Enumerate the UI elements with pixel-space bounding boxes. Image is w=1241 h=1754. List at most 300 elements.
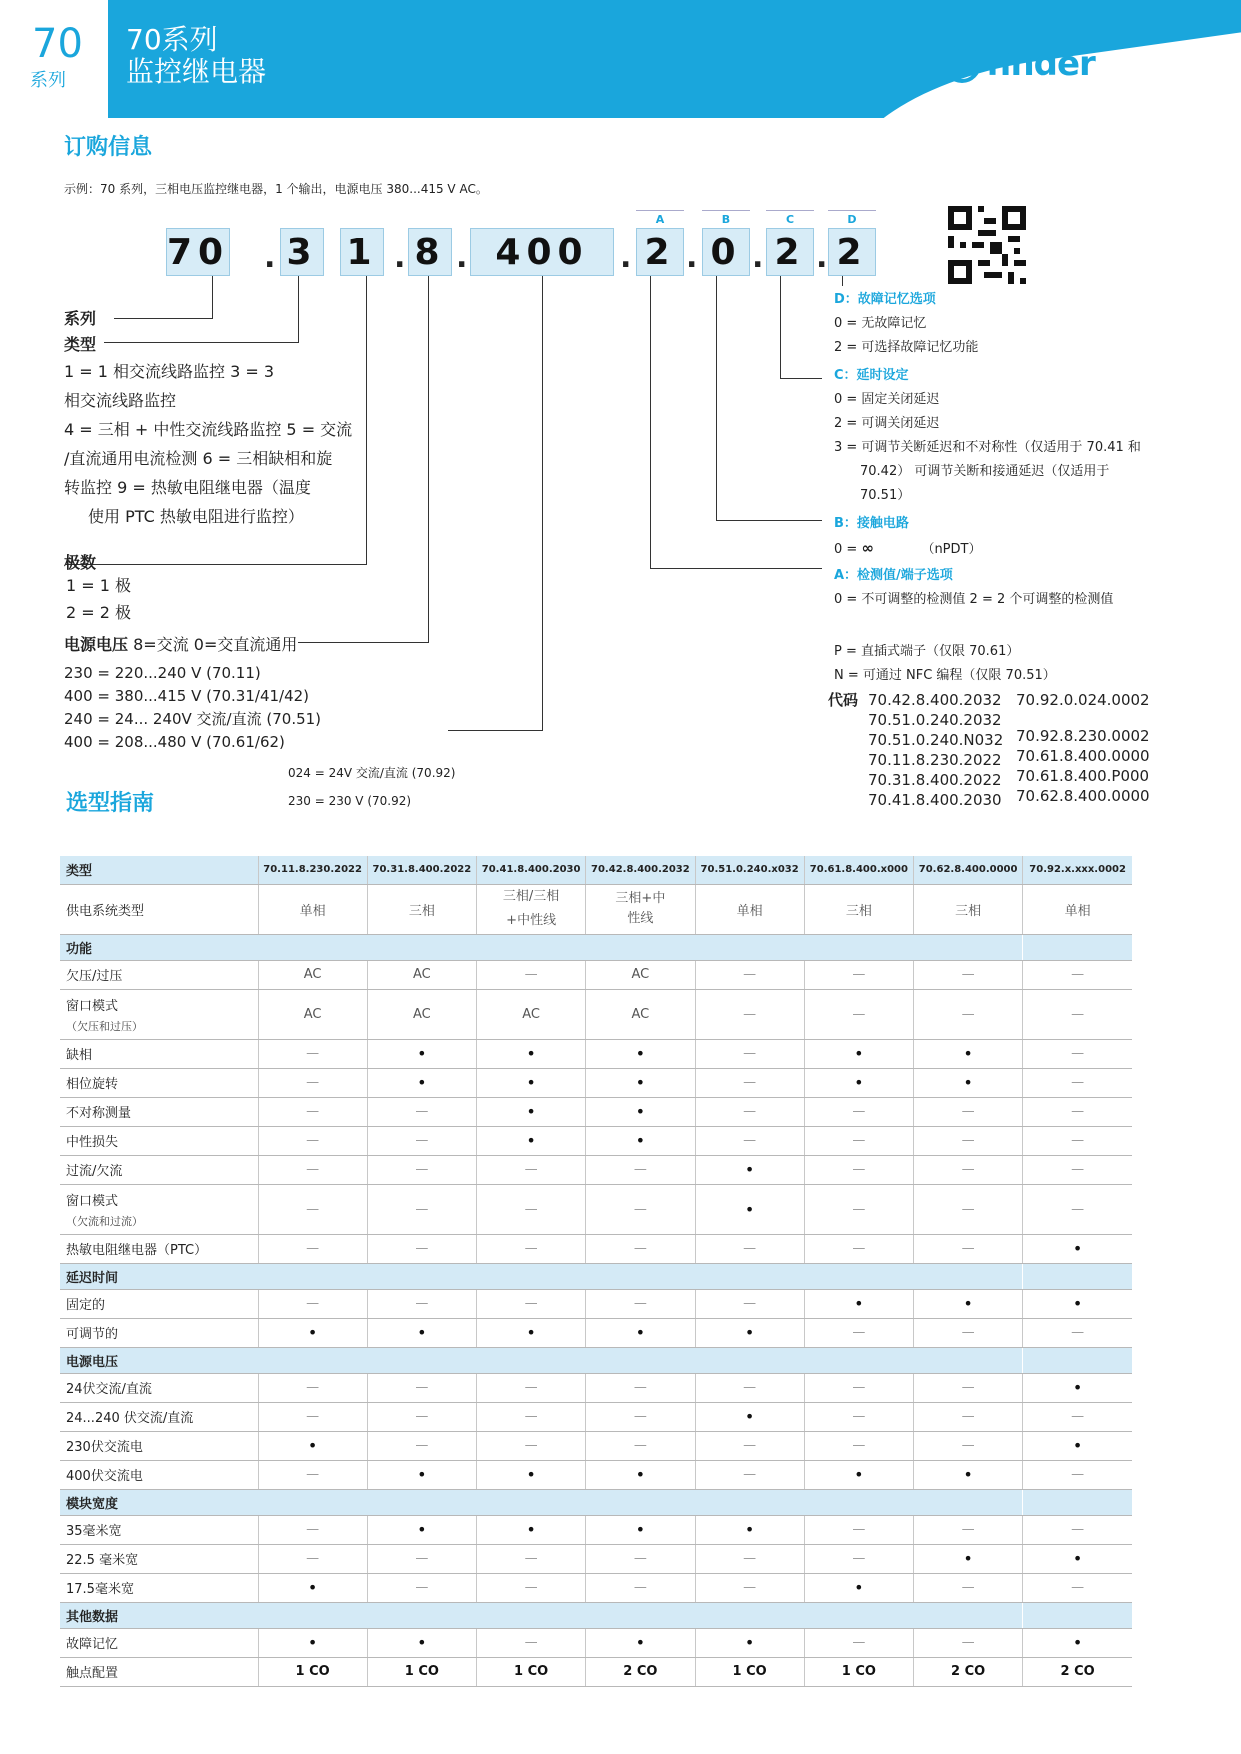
table-cell: — [914, 1184, 1023, 1234]
letter-b: B [702, 210, 750, 226]
poles-field-label: 极数 [64, 553, 97, 572]
table-cell: • [367, 1460, 476, 1489]
option-b-label: B：接触电路 [834, 516, 909, 531]
table-cell: — [804, 1126, 913, 1155]
table-cell: — [695, 1068, 804, 1097]
row-label-text: 窗口模式 [66, 1193, 119, 1209]
code-box-type: 3 [280, 228, 324, 276]
table-cell: • [586, 1318, 695, 1347]
table-cell: • [695, 1515, 804, 1544]
table-cell: — [804, 1431, 913, 1460]
table-cell: — [695, 1460, 804, 1489]
table-row [60, 960, 1132, 989]
table-cell: • [258, 1431, 367, 1460]
column-header: 70.41.8.400.2030 [477, 856, 586, 884]
table-cell: 三相/三相+中性线 [477, 884, 586, 934]
column-header: 70.62.8.400.0000 [914, 856, 1023, 884]
column-header: 70.42.8.400.2032 [586, 856, 695, 884]
table-cell: — [695, 989, 804, 1039]
table-cell: 1 CO [804, 1657, 913, 1686]
table-row [60, 989, 1132, 1039]
row-label [60, 1657, 258, 1686]
table-cell: • [367, 1039, 476, 1068]
option-a [834, 564, 1113, 612]
category-row [60, 1602, 1132, 1628]
row-label-text: 230伏交流电 [66, 1440, 143, 1455]
table-cell: 三相+中性线 [586, 884, 695, 934]
table-cell: • [258, 1628, 367, 1657]
table-row [60, 1402, 1132, 1431]
table-cell: • [586, 1097, 695, 1126]
table-cell: • [586, 1126, 695, 1155]
table-cell: • [695, 1628, 804, 1657]
code-item: 70.92.0.024.0002 [1016, 691, 1150, 709]
finder-logo [942, 44, 1095, 84]
table-cell: — [1023, 1068, 1132, 1097]
table-cell: — [695, 1373, 804, 1402]
row-label [60, 1515, 258, 1544]
table-cell: 1 CO [477, 1657, 586, 1686]
table-cell: • [804, 1068, 913, 1097]
row-label [60, 1184, 258, 1234]
table-cell: — [586, 1373, 695, 1402]
table-cell: — [586, 1184, 695, 1234]
table-cell: — [1023, 1097, 1132, 1126]
page-title: 监控继电器 [126, 55, 267, 88]
category-row [60, 1263, 1132, 1289]
table-cell: • [586, 1515, 695, 1544]
table-cell: — [1023, 960, 1132, 989]
option-b-item: 0 = [834, 542, 862, 557]
table-cell: — [804, 1155, 913, 1184]
table-cell: — [477, 1628, 586, 1657]
finder-logo-icon [942, 44, 982, 84]
table-cell: • [477, 1039, 586, 1068]
table-cell: — [1023, 1184, 1132, 1234]
column-header: 70.92.x.xxx.0002 [1023, 856, 1132, 884]
table-cell: • [367, 1068, 476, 1097]
option-d [834, 288, 978, 360]
table-cell: — [914, 1628, 1023, 1657]
table-cell: AC [586, 960, 695, 989]
table-cell: — [367, 1126, 476, 1155]
table-cell: • [367, 1318, 476, 1347]
table-cell: AC [367, 960, 476, 989]
option-c-item: 70.42） 可调节关断和接通延迟（仅适用于 [860, 464, 1110, 479]
letter-c: C [766, 210, 814, 226]
table-cell: — [804, 1544, 913, 1573]
code-item: 70.61.8.400.0000 [1016, 747, 1150, 765]
supply-option: 400 = 380...415 V (70.31/41/42) [64, 687, 310, 705]
table-cell: — [914, 1402, 1023, 1431]
table-cell: — [367, 1544, 476, 1573]
code-item: 70.51.0.240.2032 [868, 711, 1002, 729]
option-a-item: 0 = 不可调整的检测值 2 = 2 个可调整的检测值 [834, 592, 1114, 607]
table-cell: — [258, 1544, 367, 1573]
type-option: 1 = 1 相交流线路监控 3 = 3 [64, 362, 275, 381]
code-item: 70.51.0.240.N032 [868, 731, 1004, 749]
logo-text: finder [986, 44, 1095, 84]
table-cell: — [258, 1039, 367, 1068]
code-box-c: 2 [766, 228, 814, 276]
category-row [60, 934, 1132, 960]
table-row [60, 1039, 1132, 1068]
row-label [60, 1234, 258, 1263]
column-header: 70.31.8.400.2022 [367, 856, 476, 884]
supply-extra-24: 024 = 24V 交流/直流 (70.92) [288, 766, 456, 780]
row-label [60, 1431, 258, 1460]
table-cell: — [1023, 1155, 1132, 1184]
table-cell: — [258, 1460, 367, 1489]
table-cell: 1 CO [695, 1657, 804, 1686]
table-cell: — [586, 1289, 695, 1318]
table-cell: — [367, 1573, 476, 1602]
code-item: 70.42.8.400.2032 [868, 691, 1002, 709]
row-note: （欠压和过压） [66, 1019, 143, 1033]
row-label-text: 相位旋转 [66, 1077, 119, 1092]
row-label-text: 可调节的 [66, 1327, 119, 1342]
table-cell: — [804, 960, 913, 989]
column-header: 70.51.0.240.x032 [695, 856, 804, 884]
table-cell: • [477, 1068, 586, 1097]
code-dot: . [264, 240, 276, 275]
table-row [60, 1573, 1132, 1602]
table-cell: • [367, 1628, 476, 1657]
series-label: 系列 [30, 70, 66, 91]
row-label [60, 1155, 258, 1184]
table-cell: — [477, 1544, 586, 1573]
row-label-text: 中性损失 [66, 1135, 119, 1150]
row-label-text: 触点配置 [66, 1666, 119, 1681]
row-label-text: 窗口模式 [66, 998, 119, 1014]
table-row [60, 1289, 1132, 1318]
table-cell: — [695, 1097, 804, 1126]
category-filler [1023, 1263, 1132, 1289]
table-cell: — [367, 1289, 476, 1318]
table-cell: — [477, 1184, 586, 1234]
table-cell: — [804, 1515, 913, 1544]
type-option: 使用 PTC 热敏电阻进行监控） [88, 507, 304, 526]
table-cell: — [258, 1184, 367, 1234]
table-cell: — [258, 1402, 367, 1431]
table-cell: • [1023, 1234, 1132, 1263]
poles-option: 2 = 2 极 [66, 603, 132, 622]
option-d-item: 2 = 可选择故障记忆功能 [834, 340, 979, 355]
table-cell: — [367, 1155, 476, 1184]
table-cell: — [914, 1097, 1023, 1126]
option-c-item: 2 = 可调关闭延迟 [834, 416, 940, 431]
row-label [60, 1289, 258, 1318]
table-cell: • [586, 1039, 695, 1068]
table-cell: • [586, 1068, 695, 1097]
table-cell: — [804, 1628, 913, 1657]
terminal-option: P = 直插式端子（仅限 70.61） [834, 644, 1020, 659]
row-label-text: 热敏电阻继电器（PTC） [66, 1243, 208, 1258]
supply-option: 400 = 208...480 V (70.61/62) [64, 733, 285, 751]
table-cell: — [695, 1573, 804, 1602]
codes-label: 代码 [828, 691, 859, 709]
code-dot: . [816, 240, 828, 275]
row-label [60, 1318, 258, 1347]
code-item: 70.31.8.400.2022 [868, 771, 1002, 789]
table-cell: — [914, 989, 1023, 1039]
table-cell: AC [586, 989, 695, 1039]
table-row [60, 1657, 1132, 1686]
table-cell: • [1023, 1628, 1132, 1657]
code-dot: . [456, 240, 468, 275]
table-cell: — [1023, 989, 1132, 1039]
changeover-contact-icon: ∞ [861, 539, 874, 557]
table-cell: — [367, 1097, 476, 1126]
row-label [60, 1068, 258, 1097]
table-cell: — [258, 1515, 367, 1544]
row-label-text: 欠压/过压 [66, 969, 123, 984]
table-cell: — [804, 1373, 913, 1402]
table-row [60, 1515, 1132, 1544]
type-option: 4 = 三相 + 中性交流线路监控 5 = 交流 [64, 420, 353, 439]
table-cell: — [914, 1318, 1023, 1347]
table-cell: — [586, 1544, 695, 1573]
row-label [60, 989, 258, 1039]
table-cell: — [1023, 1573, 1132, 1602]
poles-option: 1 = 1 极 [66, 576, 132, 595]
table-row [60, 1184, 1132, 1234]
table-cell: — [695, 1544, 804, 1573]
table-cell: — [804, 989, 913, 1039]
table-cell: — [477, 1373, 586, 1402]
table-cell: • [477, 1460, 586, 1489]
table-cell: 1 CO [258, 1657, 367, 1686]
table-cell: — [914, 1234, 1023, 1263]
row-label-text: 故障记忆 [66, 1637, 119, 1652]
type-option: /直流通用电流检测 6 = 三相缺相和旋 [64, 449, 333, 468]
page-title-series: 70系列 [126, 23, 218, 56]
table-cell: — [914, 1431, 1023, 1460]
table-row [60, 1431, 1132, 1460]
row-label [60, 1460, 258, 1489]
codes-column-2 [1016, 690, 1150, 806]
table-cell: — [477, 1234, 586, 1263]
option-c-item: 70.51） [860, 488, 911, 503]
table-cell: — [804, 1234, 913, 1263]
column-header: 70.11.8.230.2022 [258, 856, 367, 884]
table-cell: • [477, 1126, 586, 1155]
table-cell: 单相 [695, 884, 804, 934]
table-cell: 单相 [1023, 884, 1132, 934]
table-cell: — [914, 1515, 1023, 1544]
selection-table [60, 856, 1132, 1687]
row-label-text: 22.5 毫米宽 [66, 1553, 139, 1568]
table-cell: • [804, 1573, 913, 1602]
table-cell: • [477, 1097, 586, 1126]
table-cell: — [258, 1155, 367, 1184]
table-cell: — [258, 1097, 367, 1126]
supply-system-row [60, 884, 1132, 934]
option-c [834, 364, 1164, 508]
row-label [60, 1039, 258, 1068]
series-number: 70 [32, 21, 83, 67]
table-cell: — [258, 1289, 367, 1318]
code-item: 70.62.8.400.0000 [1016, 787, 1150, 805]
table-cell: 2 CO [586, 1657, 695, 1686]
table-cell: • [1023, 1289, 1132, 1318]
row-label-text: 缺相 [66, 1048, 93, 1063]
table-row [60, 1460, 1132, 1489]
table-cell: — [477, 1431, 586, 1460]
code-item: 70.92.8.230.0002 [1016, 727, 1150, 745]
category-label: 电源电压 [60, 1347, 1023, 1373]
ordering-heading: 订购信息 [64, 135, 153, 160]
table-cell: — [914, 1155, 1023, 1184]
table-cell: — [1023, 1460, 1132, 1489]
table-cell: — [258, 1373, 367, 1402]
table-cell: — [1023, 1126, 1132, 1155]
table-cell: 2 CO [1023, 1657, 1132, 1686]
table-cell: — [804, 1097, 913, 1126]
table-cell: — [804, 1184, 913, 1234]
table-cell: • [804, 1039, 913, 1068]
row-label-text: 固定的 [66, 1298, 106, 1313]
table-cell: — [1023, 1402, 1132, 1431]
supply-options [64, 662, 321, 754]
table-cell: — [914, 1126, 1023, 1155]
table-cell: • [914, 1039, 1023, 1068]
row-label-text: 不对称测量 [66, 1106, 132, 1121]
table-cell: — [367, 1431, 476, 1460]
table-cell: AC [258, 960, 367, 989]
table-cell: — [586, 1234, 695, 1263]
table-cell: — [695, 1039, 804, 1068]
table-cell: — [804, 1402, 913, 1431]
option-b-item-tail: （nPDT） [921, 542, 982, 557]
table-cell: • [695, 1318, 804, 1347]
table-cell: AC [477, 989, 586, 1039]
column-header: 70.61.8.400.x000 [804, 856, 913, 884]
row-label [60, 1544, 258, 1573]
table-cell: • [914, 1460, 1023, 1489]
code-item [1016, 710, 1150, 726]
row-label-text: 35毫米宽 [66, 1524, 122, 1539]
table-cell: — [695, 960, 804, 989]
code-box-poles: 1 [340, 228, 384, 276]
terminal-option: N = 可通过 NFC 编程（仅限 70.51） [834, 668, 1056, 683]
codes-column-1 [868, 690, 1003, 810]
table-cell: AC [367, 989, 476, 1039]
type-header: 类型 [60, 856, 258, 884]
option-c-label: C：延时设定 [834, 368, 909, 383]
table-cell: • [258, 1573, 367, 1602]
table-cell: • [258, 1318, 367, 1347]
option-c-item: 3 = 可调节关断延迟和不对称性（仅适用于 70.41 和 [834, 440, 1141, 455]
table-cell: — [586, 1431, 695, 1460]
table-cell: — [258, 1068, 367, 1097]
category-label: 延迟时间 [60, 1263, 1023, 1289]
option-d-item: 0 = 无故障记忆 [834, 316, 927, 331]
type-option: 转监控 9 = 热敏电阻继电器（温度 [64, 478, 311, 497]
table-row [60, 1068, 1132, 1097]
table-cell: • [914, 1544, 1023, 1573]
table-cell: — [477, 1402, 586, 1431]
type-field-label: 类型 [64, 335, 97, 354]
code-item: 70.41.8.400.2030 [868, 791, 1002, 809]
supply-extra-230: 230 = 230 V (70.92) [288, 794, 412, 808]
table-cell: • [586, 1628, 695, 1657]
table-row [60, 1097, 1132, 1126]
table-row [60, 1373, 1132, 1402]
selection-heading: 选型指南 [66, 791, 155, 816]
table-row [60, 1318, 1132, 1347]
row-label [60, 1097, 258, 1126]
code-box-voltage: 400 [470, 228, 614, 276]
table-cell: 三相 [804, 884, 913, 934]
table-cell: • [477, 1515, 586, 1544]
table-row [60, 1628, 1132, 1657]
table-cell: — [914, 960, 1023, 989]
table-cell: — [1023, 1039, 1132, 1068]
table-cell: • [695, 1184, 804, 1234]
row-label [60, 1573, 258, 1602]
table-cell: — [586, 1402, 695, 1431]
type-options [64, 357, 364, 531]
table-cell: • [1023, 1544, 1132, 1573]
option-d-label: D：故障记忆选项 [834, 292, 936, 307]
row-label: 供电系统类型 [60, 884, 258, 934]
table-cell: — [695, 1289, 804, 1318]
table-cell: — [1023, 1318, 1132, 1347]
table-cell: — [477, 1155, 586, 1184]
table-cell: • [914, 1068, 1023, 1097]
series-field-label: 系列 [64, 309, 97, 328]
table-cell: • [804, 1289, 913, 1318]
table-cell: — [914, 1573, 1023, 1602]
table-cell: • [695, 1155, 804, 1184]
code-dot: . [620, 240, 632, 275]
table-cell: • [804, 1460, 913, 1489]
table-cell: — [367, 1184, 476, 1234]
table-row [60, 1544, 1132, 1573]
table-cell: — [804, 1318, 913, 1347]
row-label [60, 1402, 258, 1431]
table-header-row [60, 856, 1132, 884]
table-cell: 1 CO [367, 1657, 476, 1686]
table-cell: — [586, 1155, 695, 1184]
row-label [60, 1628, 258, 1657]
table-cell: — [367, 1402, 476, 1431]
qr-code [948, 206, 1026, 284]
row-label-text: 17.5毫米宽 [66, 1582, 134, 1597]
table-cell: — [258, 1234, 367, 1263]
table-cell: 单相 [258, 884, 367, 934]
row-label-text: 过流/欠流 [66, 1164, 123, 1179]
table-cell: — [367, 1234, 476, 1263]
supply-field-label: 电源电压 [64, 635, 129, 654]
supply-field [64, 632, 297, 655]
option-b [834, 512, 981, 562]
code-item: 70.61.8.400.P000 [1016, 767, 1150, 785]
table-cell: — [586, 1573, 695, 1602]
category-label: 模块宽度 [60, 1489, 1023, 1515]
table-cell: • [695, 1402, 804, 1431]
table-cell: 三相 [367, 884, 476, 934]
table-cell: — [914, 1373, 1023, 1402]
table-cell: — [695, 1126, 804, 1155]
table-cell: • [1023, 1373, 1132, 1402]
category-filler [1023, 934, 1132, 960]
terminal-options [834, 640, 1056, 688]
code-box-b: 0 [702, 228, 750, 276]
category-label: 功能 [60, 934, 1023, 960]
category-row [60, 1347, 1132, 1373]
